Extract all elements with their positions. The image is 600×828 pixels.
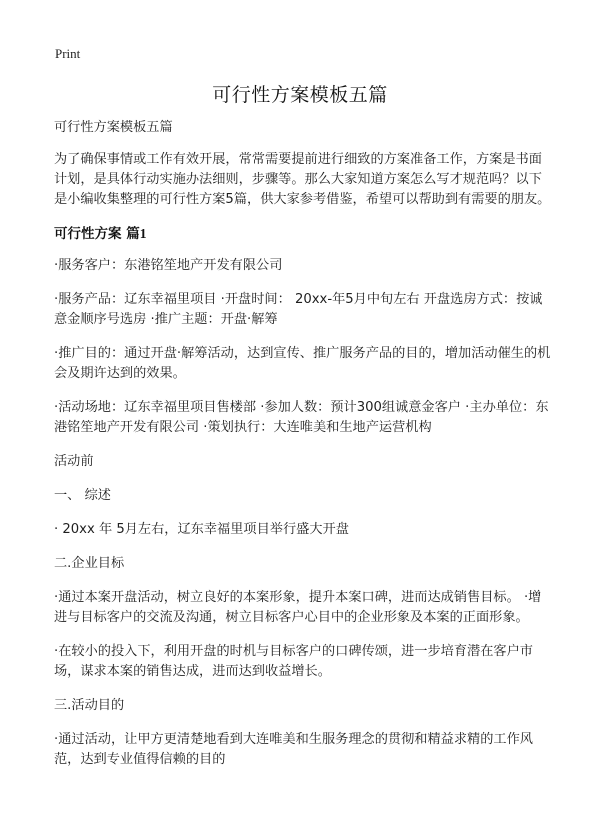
section-goals-body-1: ·通过本案开盘活动，树立良好的本案形象，提升本案口碑，进而达成销售目标。 ·增进与目标客户的交流及沟通，树立目标客户心目中的企业形象及本案的正面形象。 [54,590,542,625]
section-heading-number: 1 [139,226,147,241]
info-item-client: ·服务客户：东港铭笙地产开发有限公司 [54,258,283,273]
section-heading-text: 可行性方案 篇 [54,226,140,242]
print-label: Print [55,46,81,61]
section-before-event: 活动前 [54,454,94,469]
document-title: 可行性方案模板五篇 [212,84,388,106]
section-goals-body-2: ·在较小的投入下，利用开盘的时机与目标客户的口碑传颂，进一步培育潜在客户市场，谋求本案的销售达成，进而达到收益增长。 [54,644,533,679]
info-item-venue: ·活动场地：辽东幸福里项目售楼部 ·参加人数：预计300组诚意金客户 ·主办单位：东港铭笙地产开发有限公司 ·策划执行：大连唯美和生地产运营机构 [54,400,549,435]
section-heading [54,224,552,244]
section-purpose-body: ·通过活动，让甲方更清楚地看到大连唯美和生服务理念的贯彻和精益求精的工作风范，达到专业值得信赖的目的 [54,732,533,767]
section-overview-heading: 一、 综述 [54,488,111,503]
document-subtitle: 可行性方案模板五篇 [54,120,173,135]
document-body [54,118,552,784]
intro-paragraph: 为了确保事情或工作有效开展，常常需要提前进行细致的方案准备工作，方案是书面计划，是具体行动实施办法细则，步骤等。那么大家知道方案怎么写才规范吗？以下是小编收集整理的可行性方案5篇，供大家参考借鉴，希望可以帮助到有需要的朋友。 [54,152,551,207]
section-purpose-heading: 三.活动目的 [54,698,125,713]
info-item-purpose: ·推广目的：通过开盘·解筹活动，达到宣传、推广服务产品的目的，增加活动催生的机会及期许达到的效果。 [54,346,551,381]
section-overview-body: · 20xx 年 5月左右，辽东幸福里项目举行盛大开盘 [54,522,349,537]
info-item-product: ·服务产品：辽东幸福里项目 ·开盘时间： 20xx-年5月中旬左右 开盘选房方式：按诚意金顺序号选房 ·推广主题：开盘·解筹 [54,292,543,327]
section-goals-heading: 二.企业目标 [54,556,125,571]
